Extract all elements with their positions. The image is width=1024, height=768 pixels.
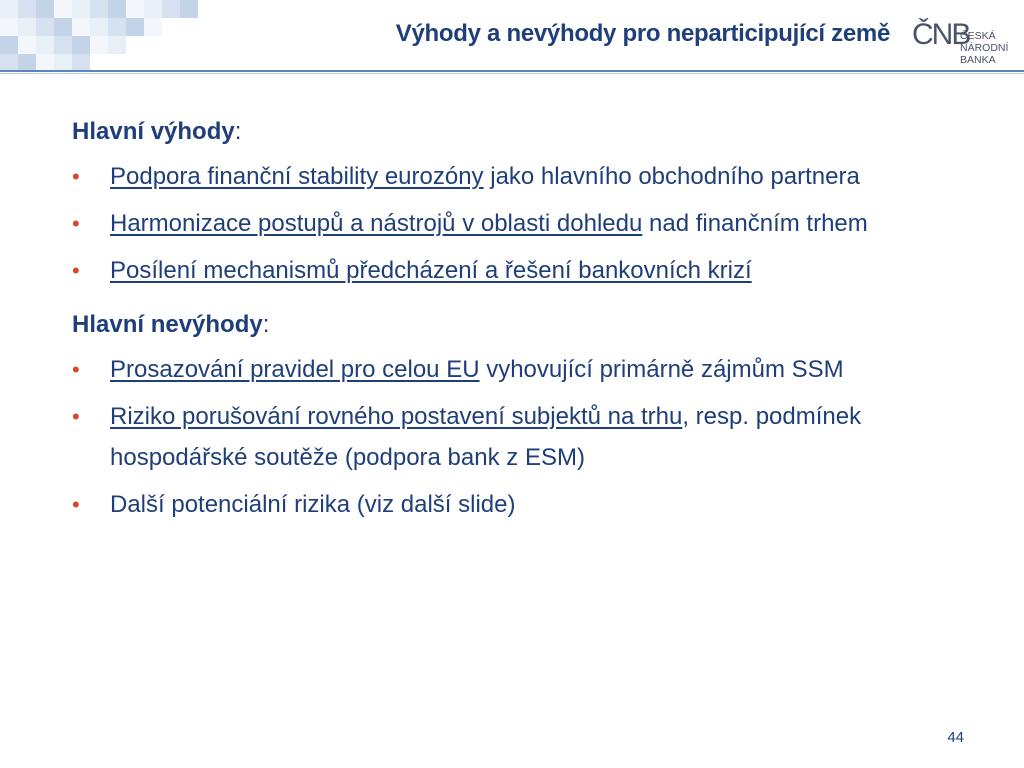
list-item (72, 349, 992, 390)
logo-text (960, 30, 1012, 66)
mosaic-tile (108, 0, 126, 18)
item-rest: jako hlavního obchodního partnera (483, 163, 860, 190)
mosaic-tile (90, 0, 108, 18)
list-item (72, 250, 992, 291)
mosaic-tile (72, 18, 90, 36)
advantages-heading: Hlavní výhody: (72, 118, 242, 145)
bullet-icon: • (72, 211, 80, 236)
header-divider-thin (0, 73, 1024, 74)
item-rest: vyhovující primárně zájmům SSM (479, 356, 844, 383)
item-underlined: Posílení mechanismů předcházení a řešení bankovních krizí (110, 257, 752, 284)
disadvantages-list (72, 349, 992, 525)
mosaic-tile (180, 0, 198, 18)
mosaic-tile (54, 0, 72, 18)
cnb-logo (912, 18, 1012, 66)
mosaic-tile (72, 0, 90, 18)
bullet-icon: • (72, 492, 80, 517)
logo-mark: ČNB (912, 18, 970, 51)
mosaic-tile (108, 36, 126, 54)
mosaic-tile (72, 36, 90, 54)
item-rest: Další potenciální rizika (viz další slide) (110, 491, 516, 518)
slide-title: Výhody a nevýhody pro neparticipující země (395, 20, 890, 47)
item-underlined: Prosazování pravidel pro celou EU (110, 356, 480, 383)
mosaic-tile (90, 36, 108, 54)
mosaic-tile (90, 18, 108, 36)
bullet-icon: • (72, 258, 80, 283)
item-rest: , resp. podmínek hospodářské soutěže (podpora bank z ESM) (110, 403, 862, 471)
mosaic-tile (36, 36, 54, 54)
mosaic-tile (126, 18, 144, 36)
logo-line-2: NÁRODNÍ BANKA (960, 42, 1009, 66)
mosaic-tile (18, 0, 36, 18)
disadvantages-heading: Hlavní nevýhody: (72, 311, 270, 338)
item-underlined: Riziko porušování rovného postavení subjektů na trhu (110, 403, 683, 430)
mosaic-tile (36, 18, 54, 36)
bullet-icon: • (72, 404, 80, 429)
mosaic-tile (144, 0, 162, 18)
item-underlined: Harmonizace postupů a nástrojů v oblasti dohledu (110, 210, 643, 237)
mosaic-tile (18, 18, 36, 36)
list-item (72, 203, 992, 244)
list-item (72, 156, 992, 197)
mosaic-tile (0, 18, 18, 36)
item-rest: nad finančním trhem (642, 210, 868, 237)
mosaic-tile (144, 18, 162, 36)
corner-mosaic-decoration (0, 0, 200, 72)
mosaic-tile (108, 18, 126, 36)
mosaic-tile (54, 18, 72, 36)
item-underlined: Podpora finanční stability eurozóny (110, 163, 484, 190)
header-divider (0, 70, 1024, 72)
list-item (72, 396, 992, 478)
mosaic-tile (54, 36, 72, 54)
mosaic-tile (162, 0, 180, 18)
mosaic-tile (0, 0, 18, 18)
mosaic-tile (18, 36, 36, 54)
bullet-icon: • (72, 164, 80, 189)
mosaic-tile (0, 36, 18, 54)
mosaic-tile (126, 0, 144, 18)
mosaic-tile (36, 0, 54, 18)
page-number: 44 (947, 729, 964, 746)
logo-line-1: ČESKÁ (960, 30, 996, 42)
list-item (72, 484, 992, 525)
bullet-icon: • (72, 357, 80, 382)
advantages-list (72, 156, 992, 291)
slide-content (72, 118, 992, 531)
